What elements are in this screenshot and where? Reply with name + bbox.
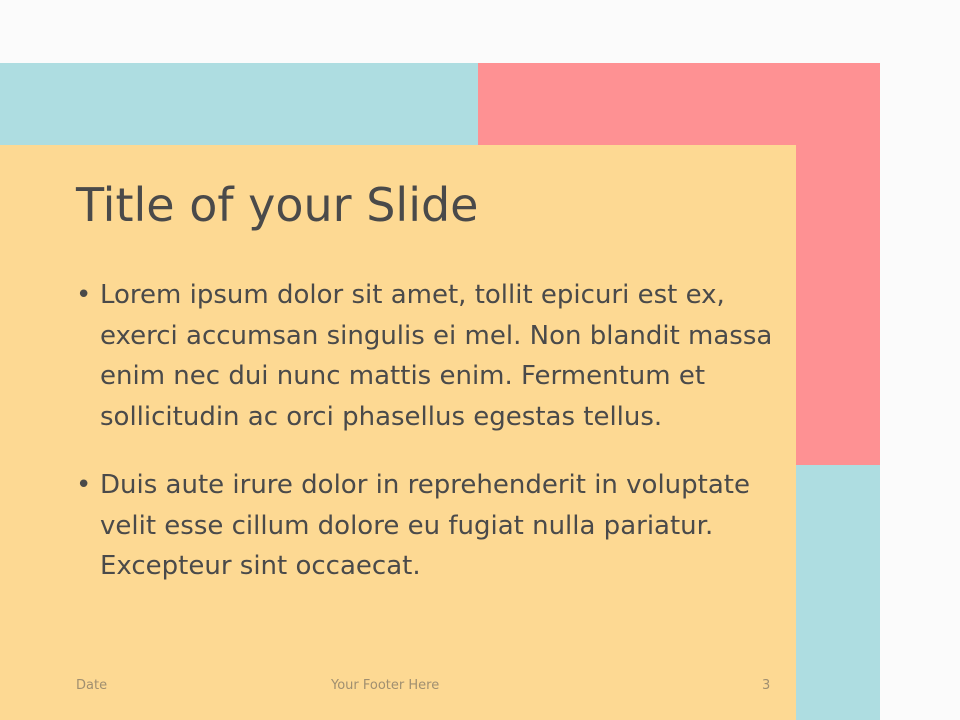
bullet-marker: • (76, 470, 92, 500)
slide-title[interactable]: Title of your Slide (76, 178, 479, 232)
footer-date[interactable]: Date (76, 678, 108, 693)
bullet-item[interactable] (76, 275, 776, 437)
teal-bottom-right-block (796, 465, 880, 720)
bullet-marker: • (76, 280, 92, 310)
slide-number[interactable]: 3 (762, 678, 771, 693)
bullet-list (76, 275, 776, 587)
bullet-text: Lorem ipsum dolor sit amet, tollit epicuri est ex, exerci accumsan singulis ei mel. Non blandit massa enim nec dui nunc mattis enim. Fermentum et sollicitudin ac orci phasellus egestas tellus. (100, 280, 773, 432)
bullet-item[interactable] (76, 465, 776, 587)
bullet-text: Duis aute irure dolor in reprehenderit in voluptate velit esse cillum dolore eu fugiat nulla pariatur. Excepteur sint occaecat. (100, 470, 750, 581)
teal-top-left-block (0, 63, 478, 145)
footer-text[interactable]: Your Footer Here (331, 678, 440, 693)
